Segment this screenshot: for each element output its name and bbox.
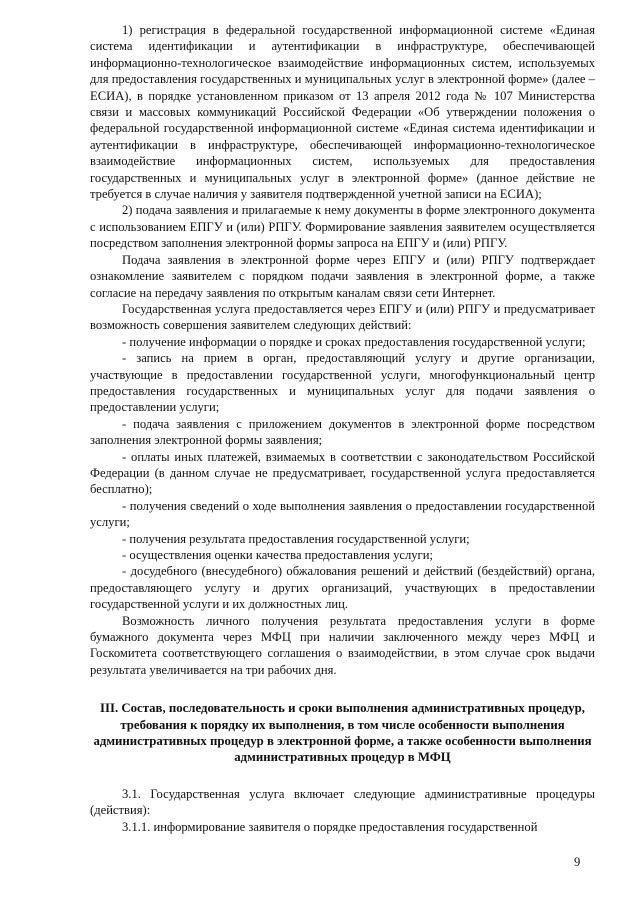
list-item: - получения результата предоставления государственной услуги;: [122, 531, 470, 546]
paragraph-procedures-list: 3.1. Государственная услуга включает следующие административные процедуры (действия):: [90, 786, 595, 818]
paragraph-informing-applicant: 3.1.1. информирование заявителя о порядке предоставления государственной: [122, 819, 538, 834]
paragraph-application-submission: 2) подача заявления и прилагаемые к нему документы в форме электронного документа с использованием ЕПГУ и (или) РПГУ. Формирование заявления заявителем осуществляется посредством заполнения электронной формы запроса на ЕПГУ и (или) РПГУ.: [90, 203, 595, 251]
paragraph-esia-registration: 1) регистрация в федеральной государственной информационной системе «Единая система идентификации и аутентификации в инфраструктуре, обеспечивающей информационно-технологическое взаимодействие информационных систем, используемых для предоставления государственных и муниципальных услуг в электронной форме» (далее – ЕСИА), в порядке установленном приказом от 13 апреля 2012 года № 107 Министерства связи и массовых коммуникаций Российской Федерации «Об утверждении положения о федеральной государственной информационной системе «Единая система идентификации и аутентификации в инфраструктуре, обеспечивающей информационно-технологическое взаимодействие информационных систем, используемых для предоставления государственных и муниципальных услуг в электронной форме» (данное действие не требуется в случае наличия у заявителя подтвержденной учетной записи на ЕСИА);: [90, 23, 595, 202]
list-item: - подача заявления с приложением документов в электронной форме посредством заполнения электронной формы заявления;: [90, 416, 595, 448]
document-page: [90, 22, 595, 835]
page-number: 9: [574, 855, 581, 869]
paragraph-electronic-consent: Подача заявления в электронной форме через ЕПГУ и (или) РПГУ подтверждает ознакомление заявителем с порядком подачи заявления в электронной форме, а также согласие на передачу заявления по открытым каналам связи сети Интернет.: [90, 252, 595, 300]
paragraph-mfc-result: Возможность личного получения результата предоставления услуги в форме бумажного документа через МФЦ при наличии заключенного между через МФЦ и Госкомитета соответствующего соглашения о взаимодействии, в этом случае срок выдачи результата увеличивается на три рабочих дня.: [90, 613, 595, 677]
list-item: - получения сведений о ходе выполнения заявления о предоставлении государственной услуги;: [90, 498, 595, 530]
list-item: - досудебного (внесудебного) обжалования решений и действий (бездействий) органа, предоставляющего услугу и других организаций, участвующих в предоставлении государственной услуги и их должностных лиц.: [90, 564, 595, 612]
list-item: - получение информации о порядке и сроках предоставления государственной услуги;: [122, 334, 586, 349]
list-item: - запись на прием в орган, предоставляющий услугу и другие организации, участвующие в предоставлении государственной услуги, многофункциональный центр предоставления государственных и муниципальных услуг для подачи заявления о предоставлении услуги;: [90, 351, 595, 415]
list-item: - оплаты иных платежей, взимаемых в соответствии с законодательством Российской Федерации (в данном случае не предусматривает, государственной услуга предоставляется бесплатно);: [90, 449, 595, 497]
section-heading: III. Состав, последовательность и сроки выполнения административных процедур, требования к порядку их выполнения, в том числе особенности выполнения административных процедур в электронной форме, а также особенности выполнения административных процедур в МФЦ: [93, 701, 592, 765]
paragraph-service-actions-intro: Государственная услуга предоставляется через ЕПГУ и (или) РПГУ и предусматривает возможность совершения заявителем следующих действий:: [90, 301, 595, 333]
list-item: - осуществления оценки качества предоставления услуги;: [122, 548, 433, 562]
